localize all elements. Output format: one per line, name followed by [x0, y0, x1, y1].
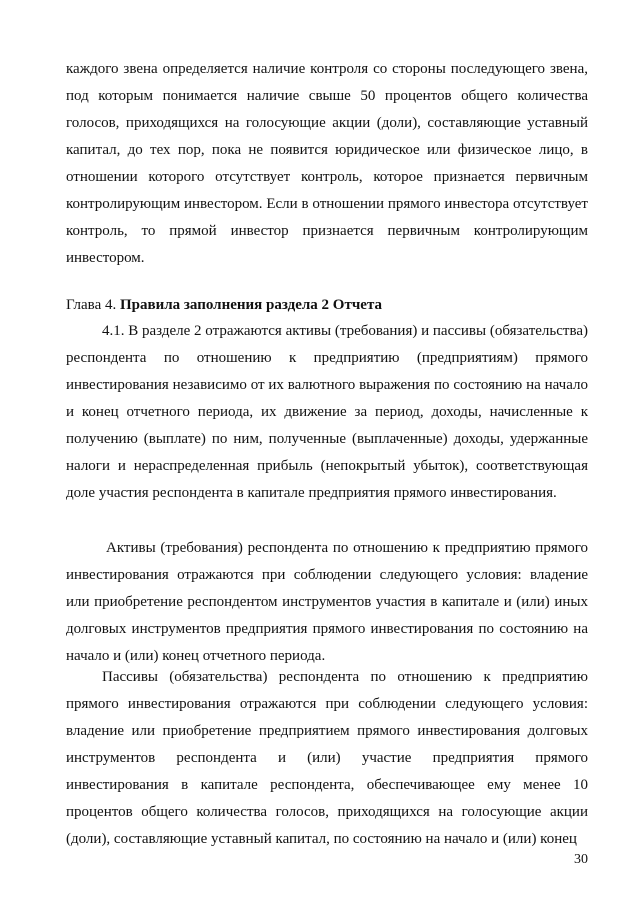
paragraph-liabilities: Пассивы (обязательства) респондента по отношению к предприятию прямого инвестирования отражаются при соблюдении следующего условия: владение или приобретение предприятием прямого инвестирования долговых инструментов респондента и (или) участие предприятия прямого инвестирования в капитале респондента, обеспечивающее ему менее 10 процентов общего количества голосов, приходящихся на голосующие акции (доли), составляющие уставный капитал, по состоянию на начало и (или) конец: [66, 669, 588, 847]
chapter-title: Правила заполнения раздела 2 Отчета: [119, 297, 383, 313]
paragraph-assets: Активы (требования) респондента по отношению к предприятию прямого инвестирования отражаются при соблюдении следующего условия: владение или приобретение респондентом инструментов участия в капитале и (или) иных долговых инструментов предприятия прямого инвестирования по состоянию на начало и (или) конец отчетного периода.: [66, 540, 588, 664]
paragraph-1: каждого звена определяется наличие контроля со стороны последующего звена, под которым понимается наличие свыше 50 процентов общего количества голосов, приходящихся на голосующие акции (доли), составляющие уставный капитал, до тех пор, пока не появится юридическое или физическое лицо, в отношении которого отсутствует контроль, которое признается первичным контролирующим инвестором. Если в отношении прямого инвестора отсутствует контроль, то прямой инвестор признается первичным контролирующим инвестором.: [66, 61, 588, 266]
chapter-label: Глава 4.: [66, 297, 120, 313]
chapter-heading: [66, 292, 588, 319]
page-number: 30: [574, 852, 588, 867]
paragraph-4-1: 4.1. В разделе 2 отражаются активы (требования) и пассивы (обязательства) респондента по отношению к предприятию (предприятиям) прямого инвестирования независимо от их валютного выражения по состоянию на начало и конец отчетного периода, их движение за период, доходы, начисленные к получению (выплате) по ним, полученные (выплаченные) доходы, удержанные налоги и нераспределенная прибыль (непокрытый убыток), соответствующая доле участия респондента в капитале предприятия прямого инвестирования.: [66, 323, 588, 501]
